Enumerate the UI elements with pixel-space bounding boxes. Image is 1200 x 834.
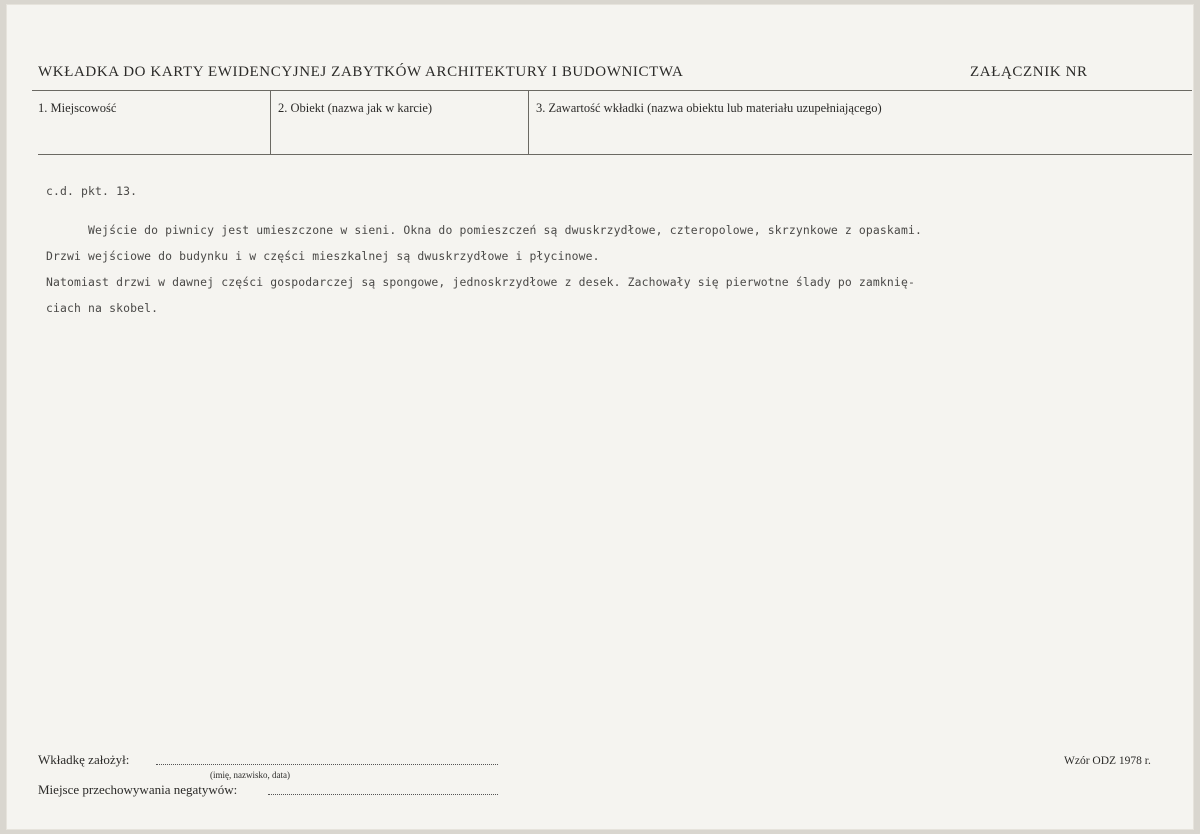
column-divider-1 [270,90,271,154]
founder-hint: (imię, nazwisko, data) [210,770,290,780]
header-rule [32,90,1192,91]
body-line-1: Wejście do piwnicy jest umieszczone w sieni. Okna do pomieszczeń są dwuskrzydłowe, czteropolowe, skrzynkowe z opaskami. [46,223,922,237]
storage-dotted-line [268,794,498,795]
template-version: Wzór ODZ 1978 r. [1064,755,1151,767]
founder-dotted-line [156,764,498,765]
negatives-storage-label: Miejsce przechowywania negatywów: [38,782,238,797]
body-line-3: Natomiast drzwi w dawnej części gospodarczej są spongowe, jednoskrzydłowe z desek. Zachowały się pierwotne ślady po zamknię- [46,275,915,289]
fields-bottom-rule [38,154,1192,155]
column-divider-2 [528,90,529,154]
form-title: WKŁADKA DO KARTY EWIDENCYJNEJ ZABYTKÓW ARCHITEKTURY I BUDOWNICTWA [38,64,684,80]
annex-number-label: ZAŁĄCZNIK NR [970,64,1088,80]
body-line-4: ciach na skobel. [46,301,159,315]
body-line-2: Drzwi wejściowe do budynku i w części mieszkalnej są dwuskrzydłowe i płycinowe. [46,249,600,263]
founder-label: Wkładkę założył: [38,752,130,767]
continuation-reference: c.d. pkt. 13. [46,184,138,198]
field-label-object: 2. Obiekt (nazwa jak w karcie) [278,101,433,115]
field-label-contents: 3. Zawartość wkładki (nazwa obiektu lub materiału uzupełniającego) [536,101,882,115]
record-card [6,4,1194,830]
field-label-locality: 1. Miejscowość [38,101,117,115]
